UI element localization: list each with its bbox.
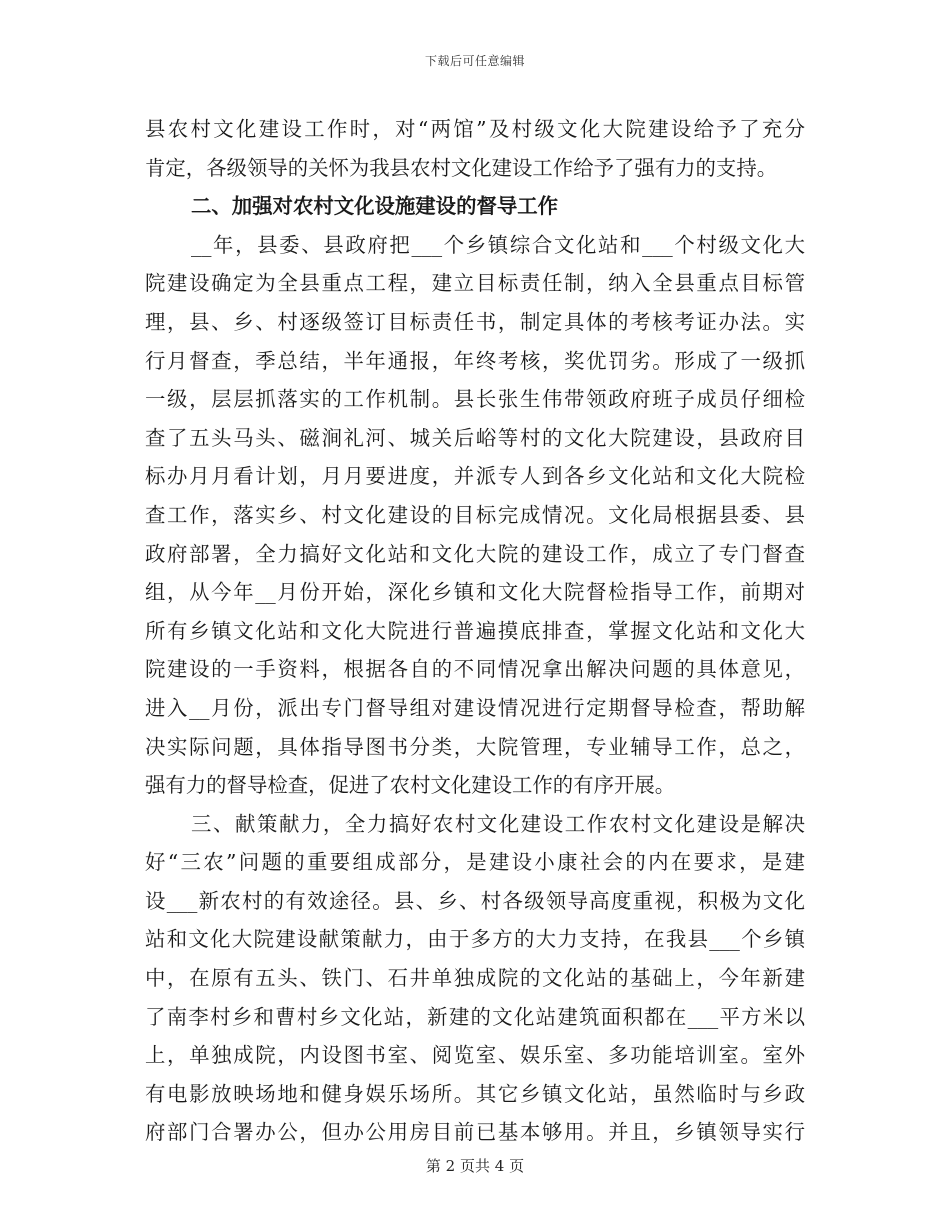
body-line: 一级，层层抓落实的工作机制。县长张生伟带领政府班子成员仔细检	[145, 387, 805, 412]
body-line: 组，从今年__月份开始，深化乡镇和文化大院督检指导工作，前期对	[145, 580, 805, 605]
page-header-note: 下载后可任意编辑	[424, 54, 525, 68]
body-line: 标办月月看计划，月月要进度，并派专人到各乡文化站和文化大院检	[145, 464, 805, 489]
body-line: 行月督查，季总结，半年通报，年终考核，奖优罚劣。形成了一级抓	[145, 348, 805, 373]
body-line: 肯定，各级领导的关怀为我县农村文化建设工作给予了强有力的支持。	[145, 155, 778, 180]
section-heading-2: 二、加强对农村文化设施建设的督导工作	[191, 194, 559, 219]
body-line: 上，单独成院，内设图书室、阅览室、娱乐室、多功能培训室。室外	[145, 1043, 805, 1068]
body-line: __年，县委、县政府把___个乡镇综合文化站和___个村级文化大	[191, 232, 805, 257]
body-line: 院建设的一手资料，根据各自的不同情况拿出解决问题的具体意见，	[145, 657, 805, 682]
body-line: 查工作，落实乡、村文化建设的目标完成情况。文化局根据县委、县	[145, 502, 805, 527]
body-line: 府部门合署办公，但办公用房目前已基本够用。并且，乡镇领导实行	[145, 1120, 805, 1145]
body-line: 了南李村乡和曹村乡文化站，新建的文化站建筑面积都在___平方米以	[145, 1004, 805, 1029]
body-line: 决实际问题，具体指导图书分类，大院管理，专业辅导工作，总之，	[145, 734, 805, 759]
body-line: 强有力的督导检查，促进了农村文化建设工作的有序开展。	[145, 773, 676, 798]
body-line: 院建设确定为全县重点工程，建立目标责任制，纳入全县重点目标管	[145, 271, 805, 296]
body-line: 县农村文化建设工作时，对“两馆”及村级文化大院建设给予了充分	[145, 117, 805, 141]
body-line: 站和文化大院建设献策献力，由于多方的大力支持，在我县___个乡镇	[145, 927, 805, 952]
body-line: 查了五头马头、磁涧礼河、城关后峪等村的文化大院建设，县政府目	[145, 425, 805, 450]
body-line: 中，在原有五头、铁门、石井单独成院的文化站的基础上，今年新建	[145, 966, 805, 991]
document-body	[145, 110, 805, 1152]
body-line: 所有乡镇文化站和文化大院进行普遍摸底排查，掌握文化站和文化大	[145, 618, 805, 643]
section-heading-3: 三、献策献力，全力搞好农村文化建设工作农村文化建设是解决	[191, 811, 805, 836]
body-line: 进入__月份，派出专门督导组对建设情况进行定期督导检查，帮助解	[145, 695, 805, 720]
body-line: 政府部署，全力搞好文化站和文化大院的建设工作，成立了专门督查	[145, 541, 805, 566]
body-line: 好“三农”问题的重要组成部分，是建设小康社会的内在要求，是建	[145, 850, 805, 875]
page-number-footer: 第 2 页共 4 页	[425, 1157, 525, 1175]
body-line: 有电影放映场地和健身娱乐场所。其它乡镇文化站，虽然临时与乡政	[145, 1081, 805, 1106]
body-line: 设___新农村的有效途径。县、乡、村各级领导高度重视，积极为文化	[145, 888, 805, 913]
body-line: 理，县、乡、村逐级签订目标责任书，制定具体的考核考证办法。实	[145, 309, 805, 334]
